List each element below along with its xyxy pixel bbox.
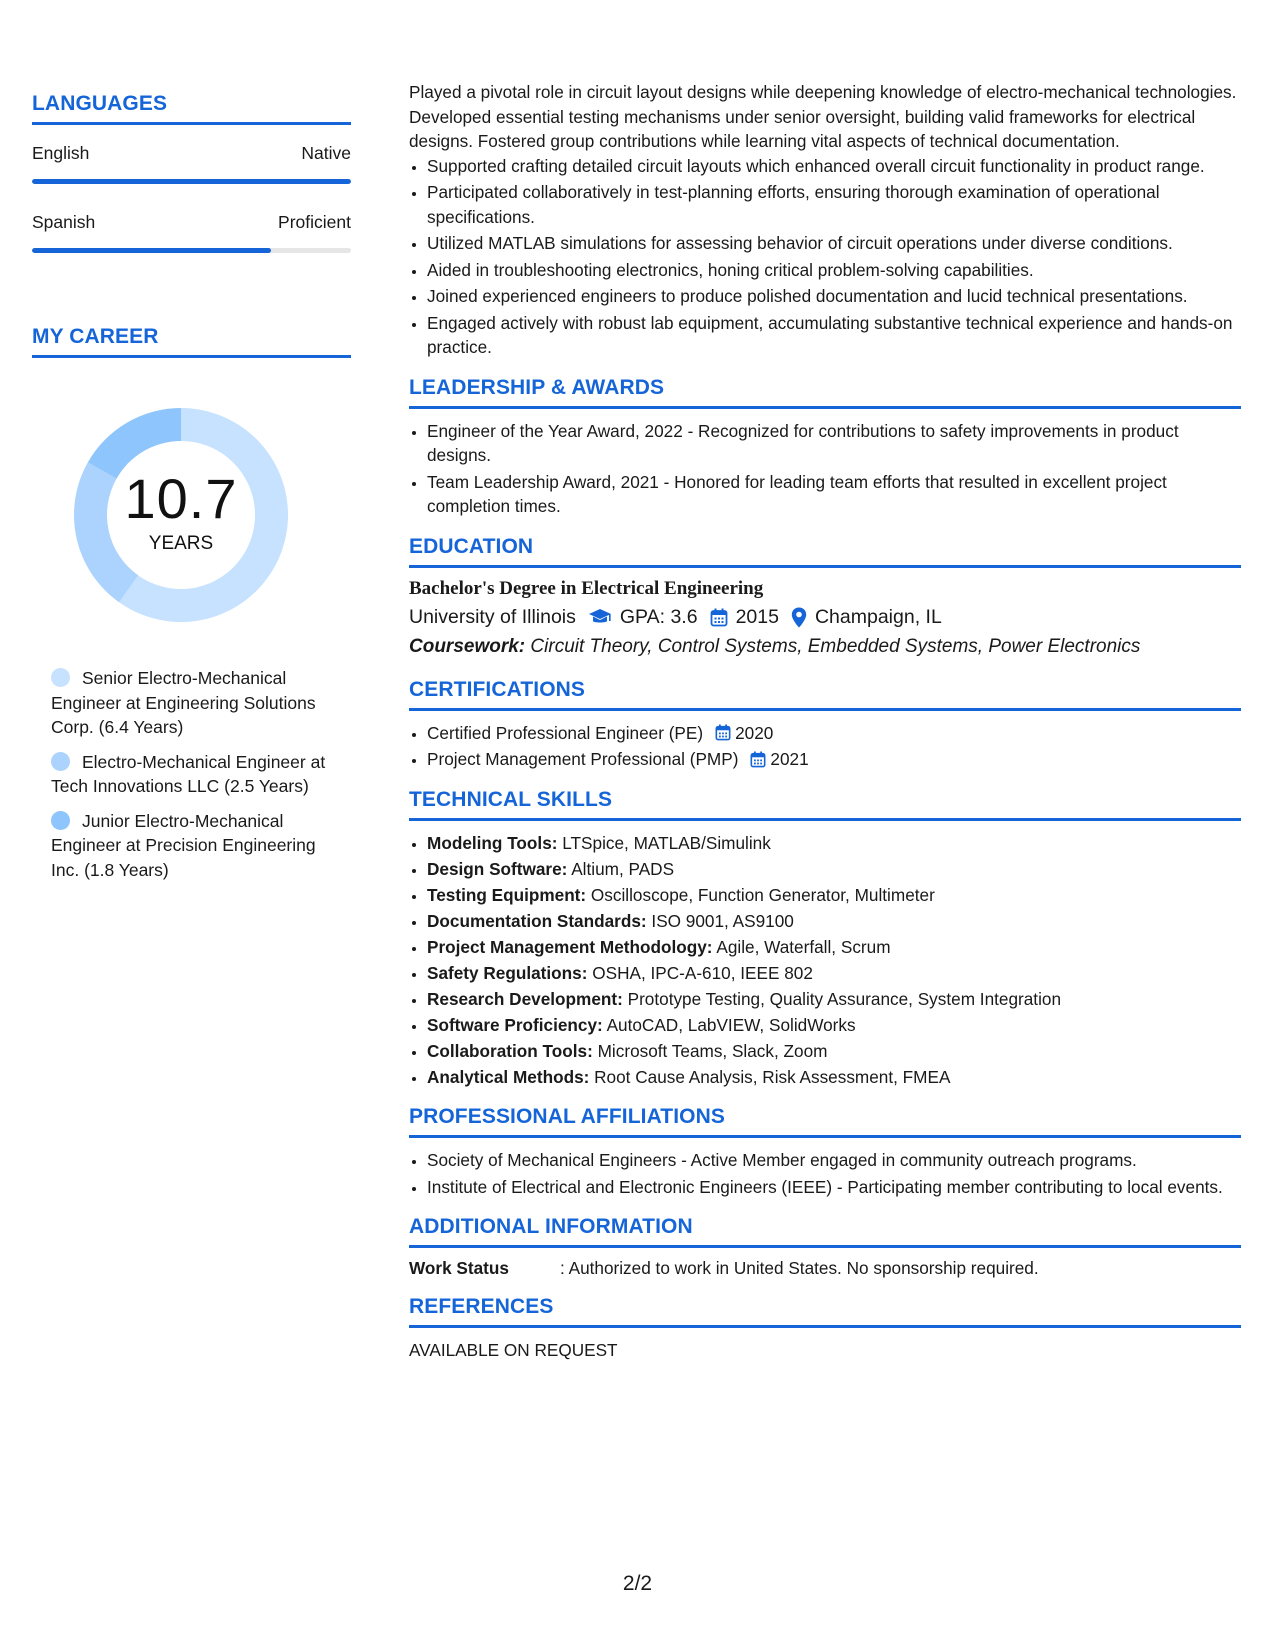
language-bar-fill	[32, 179, 351, 184]
career-total-years: 10.7	[124, 467, 238, 530]
education-gpa: GPA: 3.6	[619, 605, 698, 628]
list-item: • Participated collaboratively in test-planning efforts, ensuring thorough examination of operational specifications.	[427, 180, 1241, 229]
calendar-icon	[715, 724, 731, 741]
skill-label: Testing Equipment:	[427, 884, 587, 905]
skill-value: Oscilloscope, Function Generator, Multimeter	[590, 884, 935, 905]
location-pin-icon	[791, 607, 807, 628]
certification-name: • Project Management Professional (PMP)	[427, 749, 739, 769]
work-status-label: Work Status	[409, 1258, 509, 1278]
legend-item	[51, 666, 331, 740]
skill-value: ISO 9001, AS9100	[651, 910, 794, 931]
list-item	[427, 961, 1241, 986]
references-section	[409, 1295, 1241, 1363]
language-name: Spanish	[32, 212, 96, 232]
list-item: • Engaged actively with robust lab equipment, accumulating substantive technical experience and hands-on practice.	[427, 311, 1241, 360]
list-item	[427, 747, 1241, 772]
education-degree: Bachelor's Degree in Electrical Engineering	[409, 577, 764, 599]
skill-label: Collaboration Tools:	[427, 1040, 593, 1061]
affiliations-section	[409, 1105, 1241, 1199]
skill-value: Root Cause Analysis, Risk Assessment, FMEA	[594, 1066, 951, 1087]
additional-title: ADDITIONAL INFORMATION	[409, 1215, 1241, 1248]
legend-dot	[51, 811, 70, 830]
legend-item	[51, 750, 331, 799]
certifications-title: CERTIFICATIONS	[409, 678, 1241, 711]
skill-value: Agile, Waterfall, Scrum	[716, 936, 891, 957]
list-item	[427, 721, 1241, 746]
additional-section	[409, 1215, 1241, 1279]
right-column	[409, 80, 1241, 1363]
career-donut-chart	[66, 400, 296, 630]
coursework-label: Coursework:	[409, 635, 526, 657]
leadership-list	[409, 419, 1241, 519]
education-school: University of Illinois	[409, 605, 576, 628]
legend-label: Electro-Mechanical Engineer at Tech Innovations LLC (2.5 Years)	[51, 751, 326, 796]
list-item: • Team Leadership Award, 2021 - Honored for leading team efforts that resulted in excellent project completion times.	[427, 470, 1241, 519]
list-item: • Supported crafting detailed circuit layouts which enhanced overall circuit functionality in product range.	[427, 154, 1241, 179]
certifications-list	[409, 721, 1241, 772]
skills-title: TECHNICAL SKILLS	[409, 788, 1241, 821]
affiliations-list	[409, 1148, 1241, 1199]
list-item: • Society of Mechanical Engineers - Active Member engaged in community outreach programs.	[427, 1148, 1241, 1173]
certification-name: • Certified Professional Engineer (PE)	[427, 722, 704, 743]
education-section	[409, 535, 1241, 658]
work-status-row	[409, 1258, 1241, 1279]
skill-label: Research Development:	[427, 988, 623, 1009]
graduation-cap-icon	[588, 608, 612, 626]
list-item: • Joined experienced engineers to produce polished documentation and lucid technical presentations.	[427, 284, 1241, 309]
skill-label: Software Proficiency:	[427, 1014, 603, 1035]
language-row	[32, 125, 351, 194]
skill-label: Documentation Standards:	[427, 910, 647, 931]
career-years-label: YEARS	[148, 533, 214, 554]
language-level: Proficient	[278, 212, 351, 232]
skill-value: Altium, PADS	[571, 858, 675, 879]
language-name: English	[32, 143, 90, 163]
left-column	[32, 92, 351, 892]
list-item: • Aided in troubleshooting electronics, honing critical problem-solving capabilities.	[427, 258, 1241, 283]
list-item	[427, 1065, 1241, 1090]
experience-bullets	[409, 154, 1241, 360]
list-item	[427, 883, 1241, 908]
list-item: • Utilized MATLAB simulations for assessing behavior of circuit operations under diverse conditions.	[427, 231, 1241, 256]
list-item: • Institute of Electrical and Electronic Engineers (IEEE) - Participating member contributing to local events.	[427, 1175, 1241, 1200]
education-coursework	[409, 636, 1241, 658]
skills-section	[409, 788, 1241, 1090]
skill-label: Project Management Methodology:	[427, 936, 713, 957]
skills-list	[409, 831, 1241, 1090]
references-title: REFERENCES	[409, 1295, 1241, 1328]
skill-value: Microsoft Teams, Slack, Zoom	[597, 1040, 828, 1061]
certifications-section	[409, 678, 1241, 772]
language-level: Native	[301, 143, 351, 163]
skill-label: Modeling Tools:	[427, 832, 558, 853]
skill-value: AutoCAD, LabVIEW, SolidWorks	[606, 1014, 856, 1035]
language-bar	[32, 248, 351, 253]
list-item	[427, 1039, 1241, 1064]
education-title: EDUCATION	[409, 535, 1241, 568]
list-item	[427, 935, 1241, 960]
career-title: MY CAREER	[32, 325, 351, 358]
skill-label: Safety Regulations:	[427, 962, 588, 983]
list-item: • Engineer of the Year Award, 2022 - Recognized for contributions to safety improvements in product designs.	[427, 419, 1241, 468]
coursework-list: Circuit Theory, Control Systems, Embedded Systems, Power Electronics	[530, 635, 1141, 657]
leadership-section	[409, 376, 1241, 519]
list-item	[427, 831, 1241, 856]
education-year: 2015	[735, 605, 779, 628]
leadership-title: LEADERSHIP & AWARDS	[409, 376, 1241, 409]
legend-dot	[51, 668, 70, 687]
language-bar-fill	[32, 248, 271, 253]
legend-dot	[51, 752, 70, 771]
certification-year: 2020	[735, 722, 774, 743]
education-details	[409, 606, 1241, 629]
calendar-icon	[750, 751, 766, 768]
legend-label: Junior Electro-Mechanical Engineer at Precision Engineering Inc. (1.8 Years)	[51, 810, 316, 880]
page-number: 2/2	[622, 1572, 653, 1595]
list-item	[427, 987, 1241, 1012]
skill-label: Design Software:	[427, 858, 568, 879]
list-item	[427, 857, 1241, 882]
experience-intro: Played a pivotal role in circuit layout designs while deepening knowledge of electro-mechanical technologies. Developed essential testing mechanisms under senior oversight, building valid frameworks for electrical designs. Fostered group contributions while learning vital aspects of technical documentation.	[409, 82, 1237, 151]
education-location: Champaign, IL	[814, 605, 942, 628]
affiliations-title: PROFESSIONAL AFFILIATIONS	[409, 1105, 1241, 1138]
skill-value: OSHA, IPC-A-610, IEEE 802	[592, 962, 813, 983]
legend-label: Senior Electro-Mechanical Engineer at Engineering Solutions Corp. (6.4 Years)	[51, 668, 316, 737]
language-bar	[32, 179, 351, 184]
references-text: AVAILABLE ON REQUEST	[409, 1340, 618, 1360]
list-item	[427, 1013, 1241, 1038]
calendar-icon	[710, 608, 728, 627]
skill-label: Analytical Methods:	[427, 1066, 590, 1087]
list-item	[427, 909, 1241, 934]
work-status-value: : Authorized to work in United States. No sponsorship required.	[560, 1258, 1039, 1278]
languages-title: LANGUAGES	[32, 92, 351, 125]
career-legend	[51, 666, 331, 882]
skill-value: Prototype Testing, Quality Assurance, System Integration	[627, 988, 1062, 1009]
skill-value: LTSpice, MATLAB/Simulink	[562, 832, 771, 853]
legend-item	[51, 809, 331, 883]
certification-year: 2021	[770, 749, 809, 769]
language-row	[32, 194, 351, 263]
